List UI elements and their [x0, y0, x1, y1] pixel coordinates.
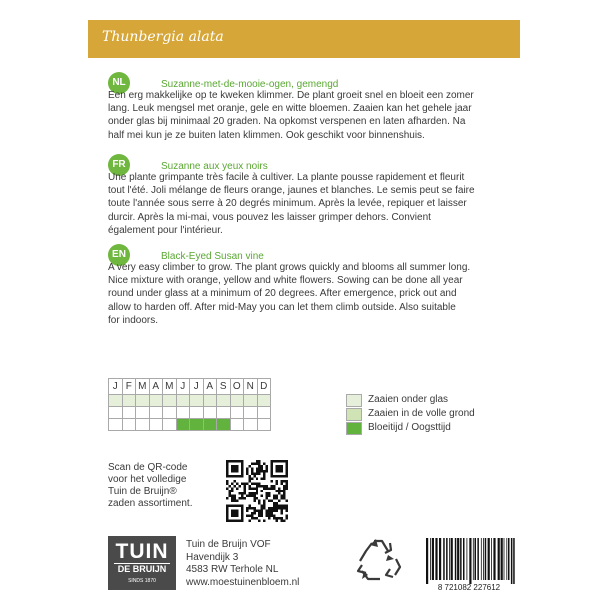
brand-logo	[108, 536, 176, 590]
qr-code-icon[interactable]	[226, 460, 288, 522]
address-line: Tuin de Bruijn VOF	[186, 539, 271, 550]
calendar-cell	[149, 407, 163, 419]
logo-text-debruijn: DE BRUIJN	[117, 564, 167, 574]
month-cell: J	[190, 379, 204, 395]
text-line: également pour l'intérieur.	[108, 224, 223, 236]
calendar-cell	[244, 395, 258, 407]
text-line: tout l'été. Joli mélange de fleurs orange, jaunes et blanches. Le semis peut se faire	[108, 185, 475, 197]
calendar-cell	[122, 407, 136, 419]
text-line: lang. Leuk mengsel met oranje, gele en witte bloemen. Zaaien kan het gehele jaar	[108, 103, 472, 115]
month-cell: A	[203, 379, 217, 395]
text-line: Une plante grimpante très facile à cultiver. La plante pousse rapidement et fleurit	[108, 172, 465, 183]
calendar-cell	[244, 419, 258, 431]
calendar-cell	[203, 395, 217, 407]
calendar-cell	[122, 395, 136, 407]
month-cell: S	[217, 379, 231, 395]
text-nl	[108, 89, 520, 142]
calendar-cell	[217, 395, 231, 407]
qr-caption-line: Scan de QR-code	[108, 462, 188, 473]
qr-caption-line: voor het volledige	[108, 474, 187, 485]
calendar-cell	[176, 419, 190, 431]
calendar-cell	[109, 419, 123, 431]
barcode-number: 8 721082 227612	[437, 583, 501, 592]
badge-nl: NL	[108, 72, 130, 94]
logo-text-since: SINDS 1870	[128, 578, 156, 584]
month-cell: J	[176, 379, 190, 395]
barcode-icon	[418, 536, 520, 592]
month-cell: F	[122, 379, 136, 395]
badge-en: EN	[108, 244, 130, 266]
address-line: 4583 RW Terhole NL	[186, 564, 279, 575]
address-line: Havendijk 3	[186, 551, 239, 563]
legend-swatch	[346, 422, 362, 435]
month-cell: D	[257, 379, 271, 395]
calendar-cell	[190, 407, 204, 419]
legend-swatch	[346, 394, 362, 407]
calendar-cell	[230, 395, 244, 407]
calendar-cell	[244, 407, 258, 419]
month-cell: A	[149, 379, 163, 395]
header-bar	[88, 20, 520, 58]
calendar-cell	[257, 395, 271, 407]
text-line: toute l'année sous serre à 20 degrés minimum. Après la levée, repiquer et laisser	[108, 198, 467, 210]
calendar-cell	[257, 407, 271, 419]
calendar-cell	[109, 407, 123, 419]
legend-swatch	[346, 408, 362, 421]
calendar-cell	[122, 419, 136, 431]
text-line: onder glas bij minimaal 20 graden. Na opkomst verspenen en laten afharden. Na	[108, 116, 466, 128]
calendar-cell	[163, 407, 177, 419]
text-line: allow to harden off. After mid-May you can let them climb outside. Also suitable	[108, 301, 456, 313]
calendar-cell	[203, 419, 217, 431]
legend-label: Bloeitijd / Oogsttijd	[368, 422, 451, 433]
badge-fr: FR	[108, 154, 130, 176]
month-cell: M	[136, 379, 150, 395]
calendar-cell	[257, 419, 271, 431]
calendar-cell	[149, 419, 163, 431]
title-nl: Suzanne-met-de-mooie-ogen, gemengd	[161, 79, 339, 90]
plant-latin-name: Thunbergia alata	[102, 29, 224, 45]
month-cell: M	[163, 379, 177, 395]
text-line: round under glass at a minimum of 20 degrees. After emergence, prick out and	[108, 288, 457, 300]
qr-caption-line: zaden assortiment.	[108, 498, 193, 509]
calendar-cell	[149, 395, 163, 407]
legend-label: Zaaien in de volle grond	[368, 408, 475, 419]
text-line: for indoors.	[108, 314, 159, 326]
text-line: half mei kun je ze buiten laten klimmen. Ook geschikt voor binnenshuis.	[108, 129, 425, 141]
text-fr	[108, 171, 520, 237]
text-en	[108, 261, 520, 327]
calendar-cell	[203, 407, 217, 419]
qr-caption	[108, 462, 218, 510]
calendar-cell	[176, 395, 190, 407]
address-line: www.moestuinenbloem.nl	[186, 576, 300, 588]
title-en: Black-Eyed Susan vine	[161, 251, 264, 262]
calendar-cell	[217, 407, 231, 419]
calendar-cell	[136, 395, 150, 407]
calendar-row-bloeitijd	[109, 419, 271, 431]
calendar-cell	[136, 407, 150, 419]
month-cell: J	[109, 379, 123, 395]
logo-text-tuin: TUIN	[115, 540, 169, 563]
calendar-cell	[176, 407, 190, 419]
text-line: Een erg makkelijke op te kweken klimmer. De plant groeit snel en bloeit een zomer	[108, 90, 474, 101]
calendar-cell	[230, 419, 244, 431]
title-fr: Suzanne aux yeux noirs	[161, 161, 268, 172]
calendar-cell	[190, 419, 204, 431]
calendar-cell	[217, 419, 231, 431]
calendar-cell	[163, 395, 177, 407]
calendar-row-zaaien-onder-glas	[109, 395, 271, 407]
calendar-cell	[136, 419, 150, 431]
sowing-calendar	[108, 378, 271, 431]
company-address	[186, 539, 299, 589]
calendar-cell	[230, 407, 244, 419]
calendar-cell	[190, 395, 204, 407]
recycle-icon	[352, 535, 404, 585]
calendar-cell	[163, 419, 177, 431]
qr-caption-line: Tuin de Bruijn®	[108, 486, 177, 497]
calendar-months-row	[109, 379, 271, 395]
text-line: durcir. Après la mi-mai, vous pouvez les laisser grimper dehors. Convient	[108, 211, 431, 223]
text-line: A very easy climber to grow. The plant grows quickly and blooms all summer long.	[108, 262, 471, 273]
calendar-cell	[109, 395, 123, 407]
month-cell: O	[230, 379, 244, 395]
month-cell: N	[244, 379, 258, 395]
calendar-row-zaaien-in-de-volle-grond	[109, 407, 271, 419]
text-line: Nice mixture with orange, yellow and white flowers. Sowing can be done all year	[108, 275, 463, 287]
legend-label: Zaaien onder glas	[368, 394, 449, 405]
